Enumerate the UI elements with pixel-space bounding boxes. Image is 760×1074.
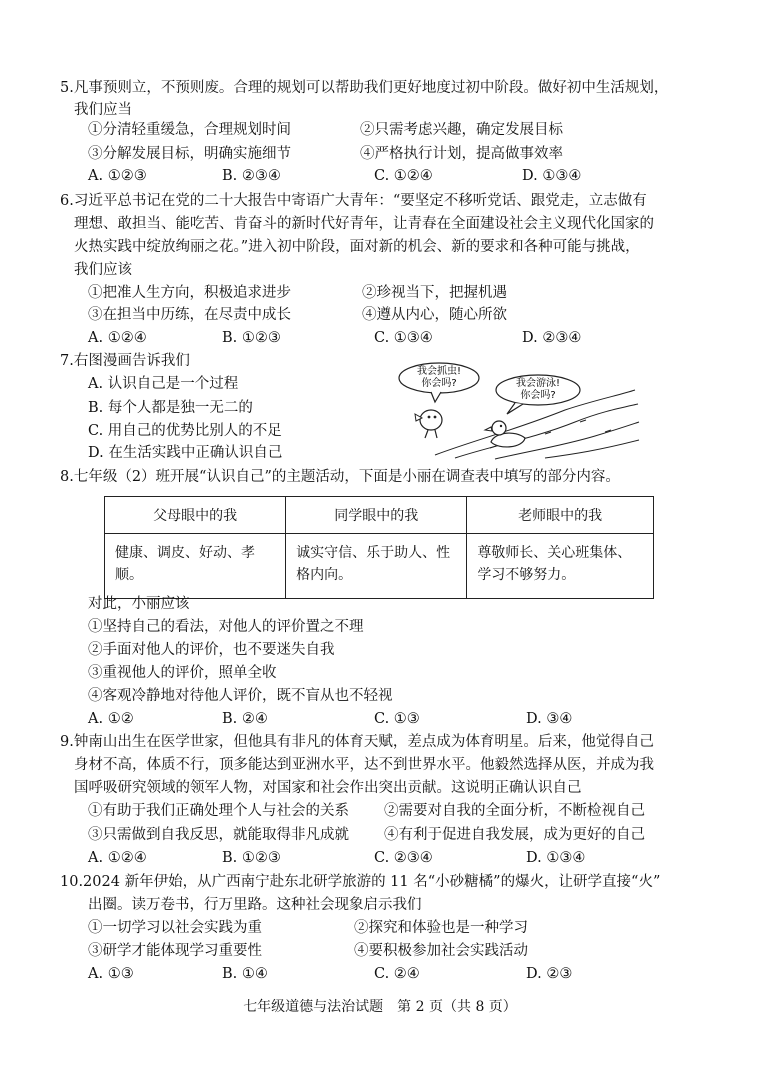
bubble-duck-line1: 我会游泳! xyxy=(515,378,561,389)
q10-choice-c: C. ②④ xyxy=(374,966,420,982)
q5-stem-line2: 我们应当 xyxy=(74,102,132,118)
survey-table-header-row xyxy=(105,497,654,534)
q7-choice-c: C. 用自己的优势比别人的不足 xyxy=(88,423,282,439)
q6-choice-b: B. ①②③ xyxy=(222,330,281,346)
q6-choice-a: A. ①②④ xyxy=(88,330,147,346)
q9-option-4: ④有利于促进自我发展，成为更好的自己 xyxy=(384,827,645,843)
q9-stem-line3: 国呼吸研究领域的领军人物，对国家和社会作出突出贡献。这说明正确认识自己 xyxy=(74,780,582,796)
q6-option-2: ②珍视当下，把握机遇 xyxy=(362,285,507,301)
q10-choice-a: A. ①③ xyxy=(88,966,134,982)
q6-stem-line2: 理想、敢担当、能吃苦、肯奋斗的新时代好青年，让青春在全面建设社会主义现代化国家的 xyxy=(74,216,654,232)
q6-choice-d: D. ②③④ xyxy=(522,330,582,346)
q5-choice-b: B. ②③④ xyxy=(222,168,281,184)
q9-choice-b: B. ①②③ xyxy=(222,850,281,866)
chick-icon xyxy=(415,410,442,438)
q5-option-1: ①分清轻重缓急，合理规划时间 xyxy=(88,122,291,138)
q6-option-1: ①把准人生方向，积极追求进步 xyxy=(88,285,291,301)
q9-choice-c: C. ②③④ xyxy=(374,850,433,866)
q8-stem2: 对此，小丽应该 xyxy=(88,596,190,612)
q8-choice-a: A. ①② xyxy=(88,711,134,727)
q5-choice-c: C. ①②④ xyxy=(374,168,433,184)
survey-table xyxy=(104,496,654,599)
q8-choice-c: C. ①③ xyxy=(374,711,420,727)
q8-choice-d: D. ③④ xyxy=(526,711,573,727)
bubble-chick-line2: 你会吗? xyxy=(421,378,457,389)
q8-stem: 8.七年级（2）班开展“认识自己”的主题活动，下面是小丽在调查表中填写的部分内容。 xyxy=(60,469,620,485)
q9-stem-line1: 9.钟南山出生在医学世家，但他具有非凡的体育天赋，差点成为体育明星。后来，他觉得自己 xyxy=(60,734,654,750)
q8-option-2: ②手面对他人的评价，也不要迷失自我 xyxy=(88,642,335,658)
q5-choice-d: D. ①③④ xyxy=(522,168,582,184)
q5-choice-a: A. ①②③ xyxy=(88,168,147,184)
q6-stem-line4: 我们应该 xyxy=(74,262,132,278)
q10-option-2: ②探究和体验也是一种学习 xyxy=(354,920,528,936)
q6-stem-line3: 火热实践中绽放绚丽之花。”进入初中阶段，面对新的机会、新的要求和各种可能与挑战， xyxy=(74,239,640,255)
q7-stem: 7.右图漫画告诉我们 xyxy=(60,353,190,369)
q10-option-3: ③研学才能体现学习重要性 xyxy=(88,943,262,959)
cartoon-chick-and-duckling xyxy=(395,360,640,460)
q6-stem-line1: 6.习近平总书记在党的二十大报告中寄语广大青年：“要坚定不移听党话、跟党走，立志做有 xyxy=(60,193,647,209)
survey-cell-classmates: 诚实守信、乐于助人、性格内向。 xyxy=(286,534,467,599)
q9-choice-a: A. ①②④ xyxy=(88,850,147,866)
q6-option-4: ④遵从内心，随心所欲 xyxy=(362,307,507,323)
survey-header-classmates: 同学眼中的我 xyxy=(286,497,467,534)
q6-choice-c: C. ①③④ xyxy=(374,330,433,346)
q8-option-3: ③重视他人的评价，照单全收 xyxy=(88,665,277,681)
q9-option-1: ①有助于我们正确处理个人与社会的关系 xyxy=(88,803,349,819)
q5-stem-line1: 5.凡事预则立，不预则废。合理的规划可以帮助我们更好地度过初中阶段。做好初中生活规划， xyxy=(60,80,669,96)
q6-option-3: ③在担当中历练，在尽责中成长 xyxy=(88,307,291,323)
survey-header-parents: 父母眼中的我 xyxy=(105,497,286,534)
survey-cell-teachers: 尊敬师长、关心班集体、学习不够努力。 xyxy=(467,534,654,599)
survey-header-teachers: 老师眼中的我 xyxy=(467,497,654,534)
q7-choice-b: B. 每个人都是独一无二的 xyxy=(88,400,253,416)
q10-stem-line1: 10.2024 新年伊始，从广西南宁赴东北研学旅游的 11 名“小砂糖橘”的爆火，让研学直接“火” xyxy=(60,874,661,890)
q8-option-1: ①坚持自己的看法，对他人的评价置之不理 xyxy=(88,619,364,635)
q5-option-2: ②只需考虑兴趣，确定发展目标 xyxy=(360,122,563,138)
q9-choice-d: D. ①③④ xyxy=(526,850,586,866)
q10-option-4: ④要积极参加社会实践活动 xyxy=(354,943,528,959)
q10-choice-b: B. ①④ xyxy=(222,966,268,982)
q9-option-2: ②需要对自我的全面分析，不断检视自己 xyxy=(384,803,645,819)
q9-stem-line2: 身材不高，体质不行，顶多能达到亚洲水平，达不到世界水平。他毅然选择从医，并成为我 xyxy=(74,757,654,773)
q10-choice-d: D. ②③ xyxy=(526,966,573,982)
page-footer: 七年级道德与法治试题 第 2 页（共 8 页） xyxy=(243,999,517,1015)
q9-option-3: ③只需做到自我反思，就能取得非凡成就 xyxy=(88,827,349,843)
q8-option-4: ④客观冷静地对待他人评价，既不盲从也不轻视 xyxy=(88,688,393,704)
survey-cell-parents: 健康、调皮、好动、孝顺。 xyxy=(105,534,286,599)
q7-choice-a: A. 认识自己是一个过程 xyxy=(88,376,239,392)
survey-table-row xyxy=(105,534,654,599)
bubble-chick-line1: 我会抓虫! xyxy=(416,366,462,377)
q8-choice-b: B. ②④ xyxy=(222,711,268,727)
q10-option-1: ①一切学习以社会实践为重 xyxy=(88,920,262,936)
duckling-icon xyxy=(485,421,525,447)
q5-option-3: ③分解发展目标，明确实施细节 xyxy=(88,146,291,162)
q10-stem-line2: 出圈。读万卷书，行万里路。这种社会现象启示我们 xyxy=(88,897,422,913)
bubble-duck-line2: 你会吗? xyxy=(520,390,556,401)
q7-choice-d: D. 在生活实践中正确认识自己 xyxy=(88,445,283,461)
q5-option-4: ④严格执行计划，提高做事效率 xyxy=(360,146,563,162)
